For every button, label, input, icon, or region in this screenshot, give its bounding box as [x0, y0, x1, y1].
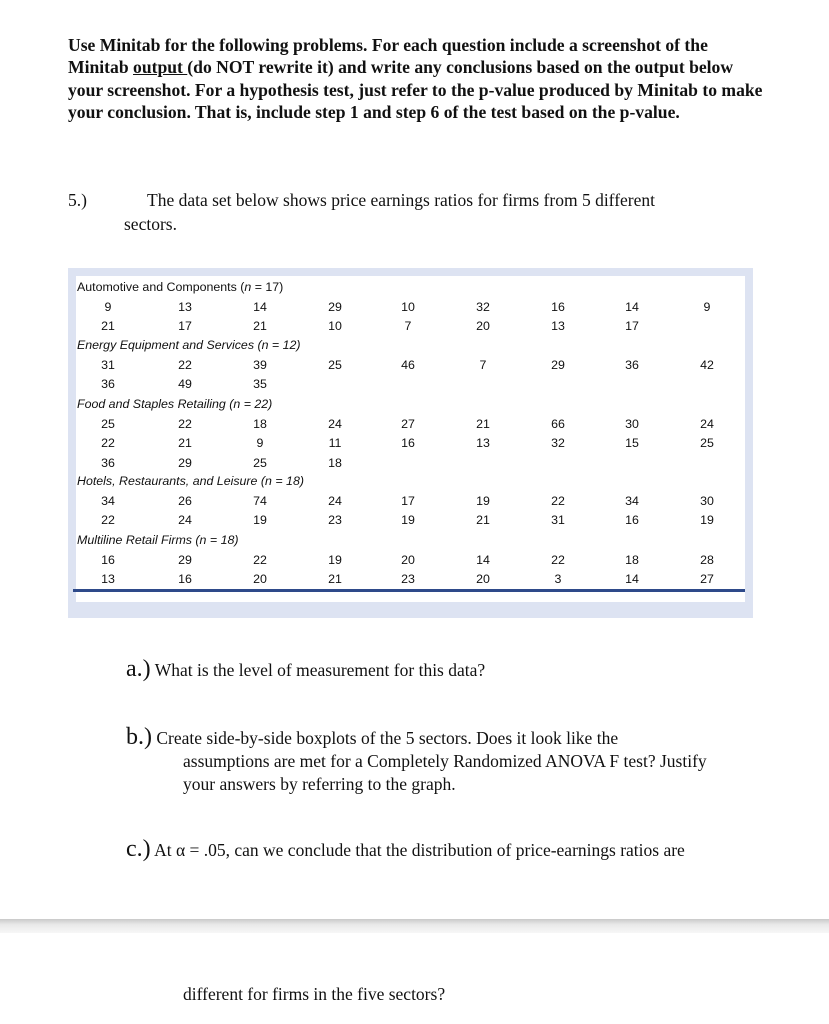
table-cell: 19: [476, 493, 490, 508]
table-cell: 9: [104, 299, 112, 314]
question-b-line3: your answers by referring to the graph.: [183, 774, 456, 794]
table-cell: 16: [551, 299, 565, 314]
table-cell: 17: [625, 319, 639, 333]
table-cell: 18: [328, 455, 342, 470]
table-cell: 25: [101, 416, 115, 431]
instructions-part1: Use Minitab for the following problems. For each question include a screenshot of the Minitab: [68, 35, 708, 78]
table-cell: 14: [625, 572, 639, 586]
table-cell: 22: [253, 552, 267, 567]
table-cell: 20: [253, 572, 267, 586]
table-cell: 36: [101, 455, 115, 470]
table-cell: 32: [551, 436, 565, 450]
table-cell: 35: [253, 377, 267, 391]
table-cell: 17: [401, 493, 415, 508]
table-cell: 22: [551, 552, 565, 567]
question-a: [126, 656, 485, 683]
table-cell: 30: [700, 493, 714, 508]
problem-number: 5.): [68, 190, 87, 210]
table-cell: 36: [101, 377, 115, 391]
question-b-line1: Create side-by-side boxplots of the 5 sectors. Does it look like the: [156, 728, 619, 748]
sector-header: Multiline Retail Firms (n = 18): [77, 533, 239, 547]
page-break-divider: [0, 919, 829, 933]
table-cell: 42: [700, 357, 714, 372]
table-cell: 22: [101, 436, 115, 450]
table-cell: 16: [178, 572, 192, 586]
table-cell: 32: [476, 299, 490, 314]
table-cell: 10: [328, 319, 342, 333]
table-cell: 29: [178, 455, 192, 470]
table-cell: 9: [703, 299, 711, 314]
question-a-label: a.): [126, 656, 151, 682]
question-b-line2: assumptions are met for a Completely Randomized ANOVA F test? Justify: [183, 751, 707, 771]
table-cell: 13: [178, 299, 192, 314]
table-cell: 46: [401, 357, 415, 372]
table-cell: 14: [625, 299, 639, 314]
table-cell: 10: [401, 299, 415, 314]
table-cell: 25: [253, 455, 267, 470]
question-c-continued: different for firms in the five sectors?: [183, 984, 446, 1004]
table-cell: 20: [401, 552, 415, 567]
sector-header: Automotive and Components (n = 17): [77, 280, 284, 294]
problem-text-line2: sectors.: [124, 214, 177, 234]
table-cell: 34: [101, 493, 115, 508]
table-cell: 9: [256, 436, 264, 450]
table-cell: 15: [625, 436, 639, 450]
instructions-paragraph: [68, 34, 768, 123]
table-cell: 14: [253, 299, 267, 314]
table-cell: 19: [328, 552, 342, 567]
table-cell: 13: [551, 319, 565, 333]
table-cell: 31: [551, 513, 565, 527]
table-cell: 18: [253, 416, 267, 431]
question-b: [126, 726, 786, 796]
table-cell: 66: [551, 416, 565, 431]
table-cell: 24: [700, 416, 714, 431]
table-cell: 21: [101, 319, 115, 333]
table-cell: 22: [101, 513, 115, 527]
question-c-label: c.): [126, 836, 151, 862]
table-cell: 29: [328, 299, 342, 314]
table-cell: 19: [253, 513, 267, 527]
table-cell: 13: [101, 572, 115, 586]
table-cell: 25: [700, 436, 714, 450]
table-cell: 16: [625, 513, 639, 527]
table-cell: 21: [253, 319, 267, 333]
table-cell: 23: [328, 513, 342, 527]
table-cell: 21: [328, 572, 342, 586]
table-cell: 74: [253, 493, 267, 508]
table-cell: 7: [479, 357, 487, 372]
table-cell: 25: [328, 357, 342, 372]
table-cell: 19: [401, 513, 415, 527]
table-cell: 21: [476, 416, 490, 431]
table-cell: 27: [700, 572, 714, 586]
table-cell: 11: [328, 436, 342, 450]
table-cell: 22: [178, 416, 192, 431]
table-cell: 3: [554, 572, 562, 586]
question-a-text: What is the level of measurement for this data?: [154, 660, 486, 680]
table-bottom-rule: [73, 589, 745, 592]
table-cell: 16: [401, 436, 415, 450]
table-cell: 22: [178, 357, 192, 372]
table-cell: 24: [328, 416, 342, 431]
instructions-underlined: output: [133, 57, 188, 78]
table-cell: 26: [178, 493, 192, 508]
table-cell: 19: [700, 513, 714, 527]
table-cell: 13: [476, 436, 490, 450]
table-cell: 29: [551, 357, 565, 372]
table-cell: 18: [625, 552, 639, 567]
table-cell: 23: [401, 572, 415, 586]
sector-header: Energy Equipment and Services (n = 12): [77, 338, 301, 352]
question-b-label: b.): [126, 724, 152, 750]
problem-text-line1: The data set below shows price earnings ratios for firms from 5 different: [147, 190, 655, 210]
table-cell: 49: [178, 377, 192, 391]
question-c: [126, 836, 685, 863]
table-cell: 31: [101, 357, 115, 372]
table-cell: 22: [551, 493, 565, 508]
table-cell: 7: [404, 319, 412, 333]
table-cell: 21: [476, 513, 490, 527]
table-cell: 30: [625, 416, 639, 431]
table-cell: 39: [253, 357, 267, 372]
table-cell: 17: [178, 319, 192, 333]
table-cell: 27: [401, 416, 415, 431]
table-cell: 20: [476, 319, 490, 333]
table-cell: 34: [625, 493, 639, 508]
table-cell: 14: [476, 552, 490, 567]
instructions-part2: (do NOT rewrite it) and write any conclusions based on the output below your screenshot. For a hypothesis test, just refer to the p-value produced by Minitab to make your conclusion. That is, include step 1 and step 6 of the test based on the p-value.: [68, 57, 763, 122]
table-cell: 29: [178, 552, 192, 567]
table-cell: 21: [178, 436, 192, 450]
table-cell: 28: [700, 552, 714, 567]
table-cell: 24: [328, 493, 342, 508]
table-cell: 24: [178, 513, 192, 527]
sector-header: Hotels, Restaurants, and Leisure (n = 18): [77, 474, 304, 488]
question-c-text: At α = .05, can we conclude that the distribution of price-earnings ratios are: [154, 840, 685, 860]
table-cell: 16: [101, 552, 115, 567]
table-cell: 20: [476, 572, 490, 586]
sector-header: Food and Staples Retailing (n = 22): [77, 397, 273, 411]
table-cell: 36: [625, 357, 639, 372]
